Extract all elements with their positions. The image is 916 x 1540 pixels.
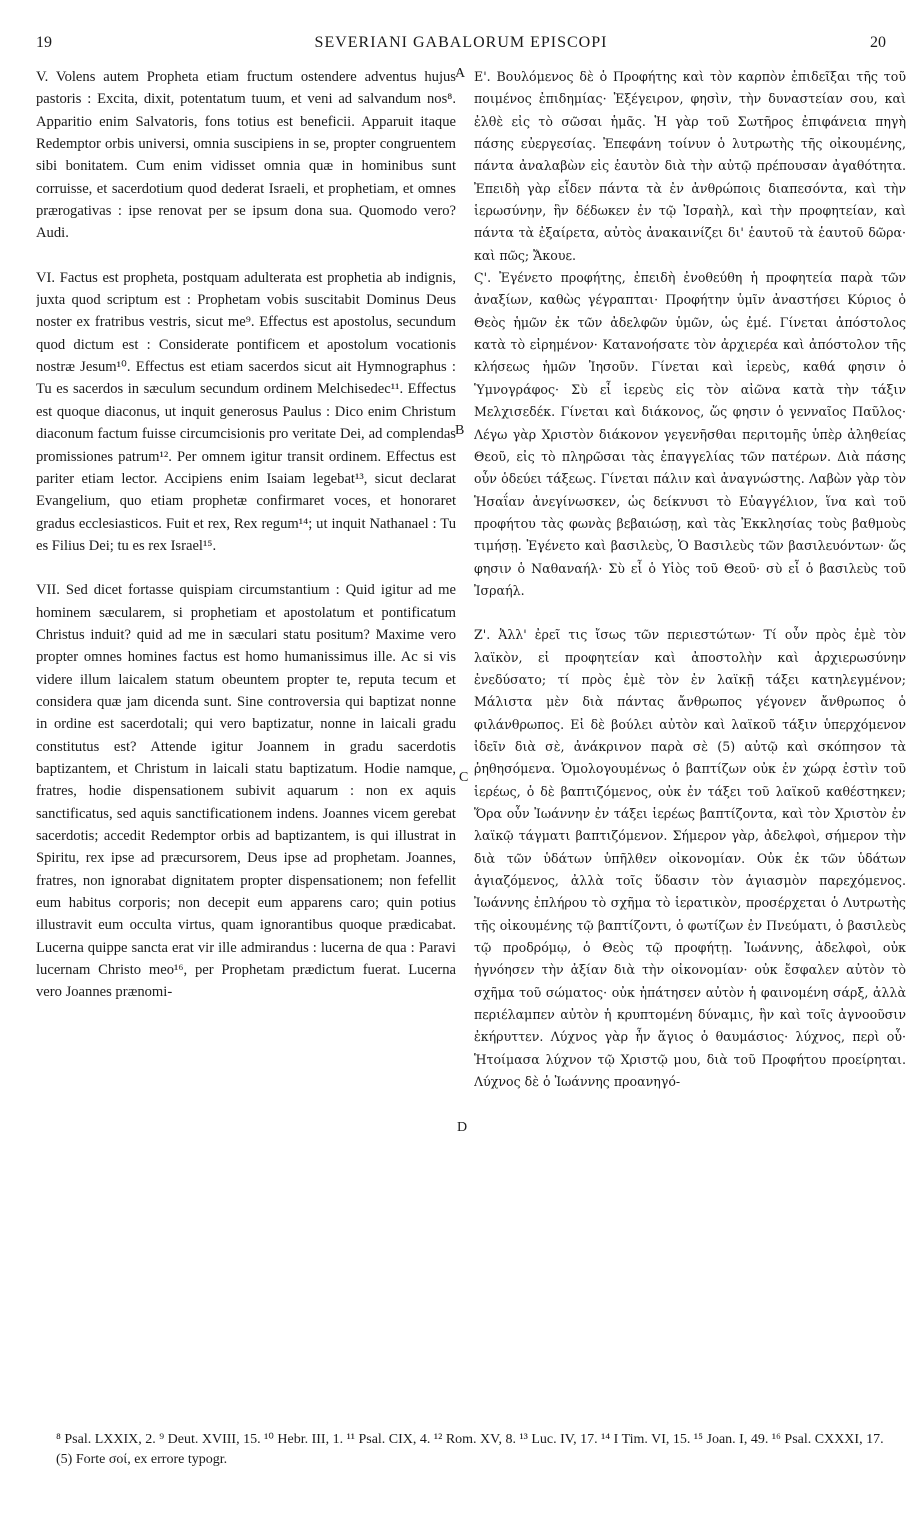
latin-section-5: V. Volens autem Propheta etiam fructum ostendere adventus hujus pastoris : Excita, dixit, potentatum tuum, et veni ad salvandum nos⁸. Apparitio enim Salvatoris, fons totius est beneficii. Apparuit itaque Redemptor orbis universi, omnia suscipiens in se, propter congruentem sibi bonitatem. Cum enim vidisset omnia quæ in hominibus sunt corruisse, et sacerdotium quod dederat Israeli, et prophetiam, et omnes prærogativas : ipse renovat per se ipsum dona sua. Quomodo vero? Audi. bbox=[36, 69, 456, 242]
greek-column bbox=[474, 66, 906, 1406]
margin-letter-d: D bbox=[457, 1120, 468, 1135]
footnote-editorial-note: (5) Forte σοί, ex errore typogr. bbox=[56, 1452, 228, 1467]
greek-section-7: Ζ'. Ἀλλ' ἐρεῖ τις ἴσως τῶν περιεστώτων· Τί οὖν πρὸς ἐμὲ τὸν λαϊκὸν, εἰ προφητείαν καὶ ἀποστολὴν καὶ ἀρχιερωσύνην ἐνεδύσατο; τί πρὸς ἐμὲ τὸν ἐν λαϊκῇ τάξει κατηλεγμένον; Μάλιστα μὲν διὰ πάντας ἄνθρωπος γέγονεν ἄνθρωπος ὁ φιλάνθρωπος. Εἰ δὲ βούλει αὐτὸν καὶ λαϊκοῦ τάξιν ὑπερχόμενον ἰδεῖν διὰ σὲ, ἀνάκρινον παρὰ σὲ (5) αὐτῷ καὶ σκόπησον τὰ ῥηθησόμενα. Ὁμολογουμένως ὁ βαπτίζων οὐκ ἐν χώρᾳ ἐστὶν τοῦ ἱερέως, ὁ δὲ βαπτιζόμενος, οὐκ ἐν τάξει τοῦ λαϊκοῦ καθέστηκεν; Ὅρα οὖν Ἰωάννην ἐν τάξει ἱερέως βαπτίζοντα, καὶ τὸν Χριστὸν ἐν λαϊκῷ τάγματι βαπτιζόμενον. Σήμερον γὰρ, ἀδελφοὶ, σήμερον τὴν διὰ τῶν ὑδάτων ὑπῆλθεν οἰκονομίαν. Οὐκ ἐκ τῶν ὑδάτων ἁγιαζόμενος, ἀλλὰ τοῖς ὕδασιν τὸν ἁγιασμὸν παρεχόμενος. Ἰωάννης ἐπλήρου τὸ σχῆμα τὸ ἱερατικὸν, προσέρχεται ὁ Λυτρωτὴς τῆς οἰκουμένης τῷ βαπτίζοντι, ὁ φωτίζων ἐν Πνεύματι, ὁ βασιλεὺς τῷ προδρόμῳ, ὁ Θεὸς τῷ προφήτῃ. Ἰωάννης, ἀδελφοὶ, οὐκ ἠγνόησεν τὴν ἀξίαν διὰ τὴν οἰκονομίαν· οὐκ ἔσφαλεν αὐτὸν τὸ σχῆμα τοῦ σώματος· οὐκ ἠπάτησεν αὐτὸν ἡ φαινομένη σάρξ, ἀλλὰ περιέλαμπεν αὐτὸν ἡ κρυπτομένη δύναμις, ἣν καὶ τοῖς ἀγνοοῦσιν ἐκήρυττεν. Λύχνος γὰρ ἦν ἅγιος ὁ θαυμάσιος· λύχνος, περὶ οὗ· Ἡτοίμασα λύχνον τῷ Χριστῷ μου, διὰ τοῦ Προφήτου προείρηται. Λύχνος δὲ ὁ Ἰωάννης προανηγό- bbox=[474, 627, 906, 1090]
margin-letter-a: A bbox=[455, 66, 466, 81]
latin-section-7: VII. Sed dicet fortasse quispiam circumstantium : Quid igitur ad me hominem sæcularem, si prophetiam et apostolatum et pontificatum Christus induit? quid ad me in sæculari statu positum? Maxime vero propter omnes homines factus est homo humanissimus ille. Ac si vis videre illum laicalem statum obeuntem propter te, reputa tecum et considera quæ jam dicenda sunt. Sine controversia qui baptizat nonne in ordine est sacerdotali; qui vero baptizatur, nonne in laicali gradu constitutus est? Attende igitur Joannem in gradu sacerdotis baptizantem, et Christum in laicali statu baptizatum. Hodie namque, fratres, hodie dispensationem subivit aquarum : non ex aquis sanctificatus, sed aquis sanctificationem indens. Joannes vicem gerebat sacerdotis; accedit Redemptor orbis ad baptizantem, is qui illustrat in Spiritu, rex ipse ad præcursorem, Deus ipse ad prophetam. Joannes, fratres, non ignorabat dignitatem propter dispensationem; non fefellit eum habitus corporis; non decepit eum apparens caro; quin potius illustravit eum occulta virtus, quam ignorantibus quoque prædicabat. Lucerna quippe sancta erat vir ille admirandus : lucerna de qua : Paravi lucernam Christo meo¹⁶, per Prophetam prædictum fuerat. Lucerna vero Joannes prænomi- bbox=[36, 582, 456, 1001]
footnote-references: ⁸ Psal. LXXIX, 2. ⁹ Deut. XVIII, 15. ¹⁰ Hebr. III, 1. ¹¹ Psal. CIX, 4. ¹² Rom. XV, 8. ¹³ Luc. IV, 17. ¹⁴ I Tim. VI, 15. ¹⁵ Joan. I, 49. ¹⁶ Psal. CXXXI, 17. bbox=[56, 1432, 884, 1447]
running-title: SEVERIANI GABALORUM EPISCOPI bbox=[314, 34, 608, 51]
greek-section-5: Ε'. Βουλόμενος δὲ ὁ Προφήτης καὶ τὸν καρπὸν ἐπιδεῖξαι τῆς τοῦ ποιμένος ἐπιδημίας· Ἐξέγειρον, φησὶν, τὴν δυναστείαν σου, καὶ ἐλθὲ εἰς τὸ σῶσαι ἡμᾶς. Ἡ γὰρ τοῦ Σωτῆρος ἐπιφάνεια πηγὴ πάσης εὐεργεσίας. Ἐπεφάνη τοίνυν ὁ λυτρωτὴς τῆς οἰκουμένης, πάντα ἀναλαβὼν εἰς ἑαυτὸν διὰ τὴν αὐτῷ πρέπουσαν ἀγαθότητα. Ἐπειδὴ γὰρ εἶδεν πάντα τὰ ἐν ἀνθρώποις διαπεσόντα, καὶ τὴν ἱερωσύνην, ἣν δέδωκεν ἐν τῷ Ἰσραὴλ, καὶ τὴν προφητείαν, καὶ πάντα τὰ ἐξαίρετα, αὐτὸς ἀνακαινίζει δι' ἑαυτοῦ τὰ ἑαυτοῦ δῶρα· καὶ πῶς; Ἄκουε. bbox=[474, 69, 906, 263]
running-header bbox=[36, 34, 886, 56]
margin-letter-c: C bbox=[459, 770, 469, 785]
greek-section-6: Ϛ'. Ἐγένετο προφήτης, ἐπειδὴ ἐνοθεύθη ἡ προφητεία παρὰ τῶν ἀναξίων, καθὼς γέγραπται· Προφήτην ὑμῖν ἀναστήσει Κύριος ὁ Θεὸς ἡμῶν ἐκ τῶν ἀδελφῶν ὑμῶν, ὡς ἐμέ. Γίνεται ἀπόστολος κατὰ τὸ εἰρημένον· Κατανοήσατε τὸν ἀρχιερέα καὶ ἀπόστολον τῆς κλήσεως ἡμῶν Ἰησοῦν. Γίνεται καὶ ἱερεὺς, καθά φησιν ὁ Ὑμνογράφος· Σὺ εἶ ἱερεὺς εἰς τὸν αἰῶνα κατὰ τὴν τάξιν Μελχισεδέκ. Γίνεται καὶ διάκονος, ὥς φησιν ὁ γενναῖος Παῦλος· Λέγω γὰρ Χριστὸν διάκονον γεγενῆσθαι περιτομῆς ὑπὲρ ἀληθείας Θεοῦ, εἰς τὸ πληρῶσαι τὰς ἐπαγγελίας τῶν πατέρων. Διὰ πάσης οὖν ὁδεύει τάξεως. Γίνεται πάλιν καὶ ἀναγνώστης. Λαβὼν γὰρ τὸν Ἡσαΐαν ἀνεγίνωσκεν, ὡς δείκνυσι τὸ Εὐαγγέλιον, ἵνα καὶ τοῦ προφήτου τὰς φωνὰς βεβαιώσῃ, καὶ τὰς Ἐκκλησίας τοὺς βαθμοὺς τιμήσῃ. Ἐγένετο καὶ βασιλεὺς, Ὁ Βασιλεὺς τῶν βασιλευόντων· ὥς φησιν ὁ Ναθαναήλ· Σὺ εἶ ὁ Υἱὸς τοῦ Θεοῦ· σὺ εἶ ὁ βασιλεὺς τοῦ Ἰσραήλ. bbox=[474, 270, 906, 598]
page-number-left: 19 bbox=[36, 34, 52, 51]
footnotes bbox=[56, 1430, 896, 1470]
page-number-right: 20 bbox=[870, 34, 886, 51]
latin-column bbox=[36, 66, 456, 1406]
latin-section-6: VI. Factus est propheta, postquam adulterata est prophetia ab indignis, juxta quod scriptum est : Prophetam vobis suscitabit Dominus Deus noster ex fratribus vestris, sicut me⁹. Effectus est apostolus, secundum quod dictum est : Considerate pontificem et apostolum vocationis nostræ Jesum¹⁰. Effectus est etiam sacerdos sicut ait Hymnographus : Tu es sacerdos in sæculum secundum ordinem Melchisedec¹¹. Effectus est quoque diaconus, ut inquit generosus Paulus : Dico enim Christum diaconum factum fuisse circumcisionis pro veritate Dei, ad complendas promissiones patrum¹². Per omnem igitur transit ordinem. Effectus est pariter etiam lector. Accipiens enim Isaiam legebat¹³, sicut declarat Evangelium, quo etiam prophetæ confirmaret voces, et honoraret gradus ecclesiasticos. Fuit et rex, Rex regum¹⁴; ut inquit Nathanael : Tu es Filius Dei; tu es rex Israel¹⁵. bbox=[36, 269, 456, 554]
margin-letter-b: B bbox=[455, 423, 465, 438]
